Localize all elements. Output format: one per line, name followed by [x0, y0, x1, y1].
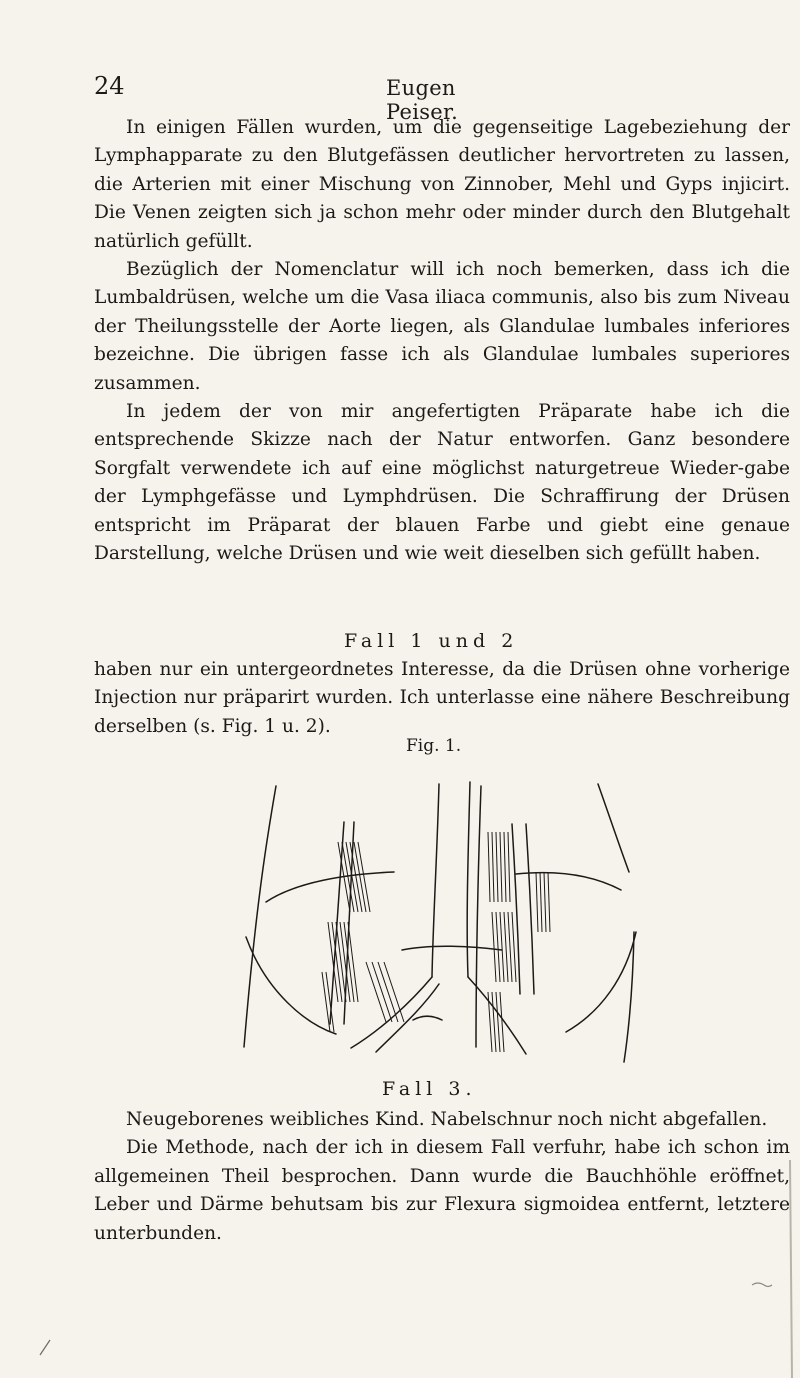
paragraph-sketches: In jedem der von mir angefertigten Präparate habe ich die entsprechende Skizze nach der Natur entworfen. Ganz besondere Sorgfalt verwendete ich auf eine möglichst naturgetreue Wieder-gabe der Lymphgefässe und Lymphdrüsen. Die Schraffirung der Drüsen entspricht im Präparat der blauen Farbe und giebt eine genaue Darstellung, welche Drüsen und wie weit dieselben sich gefüllt haben.	[94, 401, 790, 565]
case-1-2-heading: Fall 1 und 2	[344, 630, 519, 652]
case-3-patient: Neugeborenes weibliches Kind. Nabelschnur noch nicht abgefallen.	[126, 1109, 768, 1130]
case-3-method: Die Methode, nach der ich in diesem Fall verfuhr, habe ich schon im allgemeinen Theil besprochen. Dann wurde die Bauchhöhle eröffnet, Leber und Därme behutsam bis zur Flexura sigmoidea entfernt, letztere unterbunden.	[94, 1137, 790, 1244]
page-number: 24	[94, 72, 125, 100]
case-1-2-text: haben nur ein untergeordnetes Interesse, da die Drüsen ohne vorherige Injection nur präparirt wurden. Ich unterlasse eine nähere Beschreibung derselben (s. Fig. 1 u. 2).	[94, 659, 790, 737]
figure-caption: Fig. 1.	[406, 736, 462, 756]
paragraph-injection: In einigen Fällen wurden, um die gegenseitige Lagebeziehung der Lymphapparate zu den Blutgefässen deutlicher hervortreten zu lassen, die Arterien mit einer Mischung von Zinnober, Mehl und Gyps injicirt. Die Venen zeigten sich ja schon mehr oder minder durch den Blutgehalt natürlich gefüllt.	[94, 117, 790, 252]
paragraph-nomenclature: Bezüglich der Nomenclatur will ich noch bemerken, dass ich die Lumbaldrüsen, welche um die Vasa iliaca communis, also bis zum Niveau der Theilungsstelle der Aorte liegen, als Glandulae lumbales inferiores bezeichne. Die übrigen fasse ich als Glandulae lumbales superiores zusammen.	[94, 259, 790, 394]
case-3-heading: Fall 3.	[382, 1078, 477, 1100]
running-head: Eugen Peiser.	[386, 76, 459, 124]
